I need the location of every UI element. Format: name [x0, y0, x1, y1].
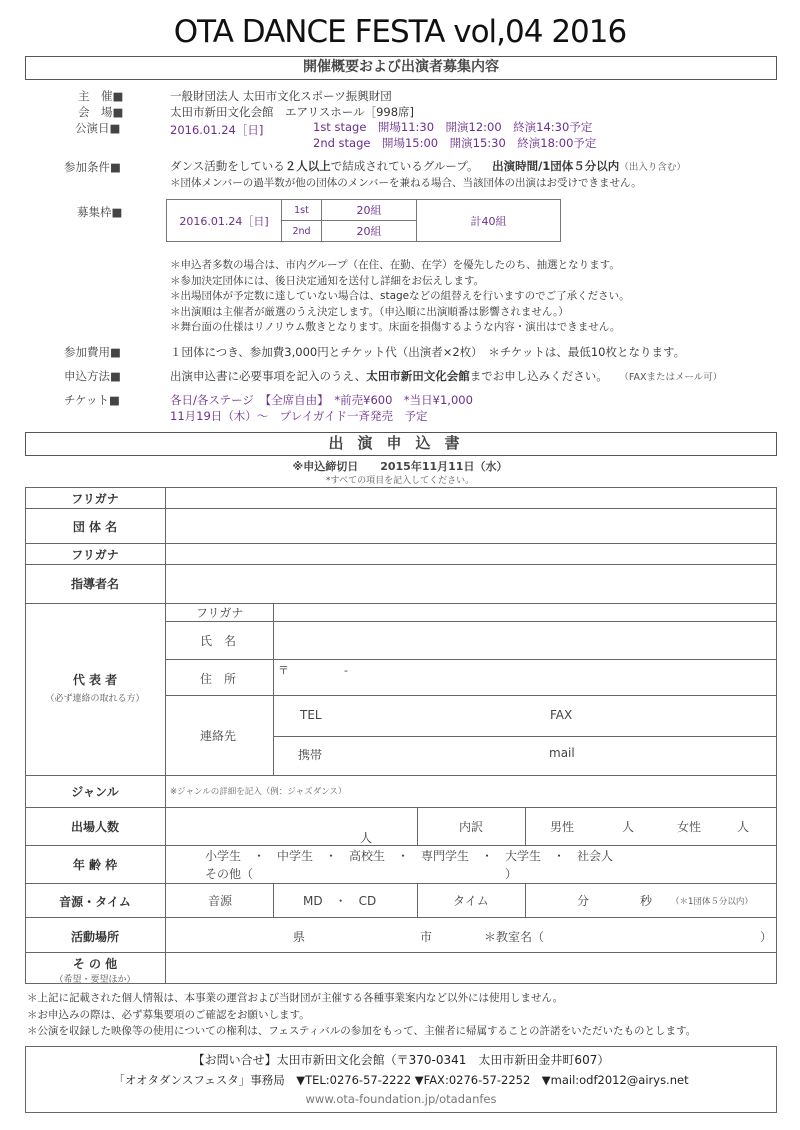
furigana-2-label: フリガナ: [71, 548, 119, 562]
minutes-label: 分: [577, 894, 590, 908]
activity-place-label: 活動場所: [70, 930, 119, 944]
fee: １団体につき、参加費3,000円とチケット代（出演者×2枚） ＊チケットは、最低10枚となります。: [170, 345, 686, 359]
contact-label: 連絡先: [200, 729, 237, 743]
note-item: ＊出演順は主催者が厳選のうえ決定します。（申込順に出演順番は影響されません。）: [170, 305, 569, 318]
rep-name-label: 氏 名: [200, 634, 237, 648]
application-banner: 出演申込書: [25, 432, 777, 456]
stage-2-info: 2nd stage 開場15:00 開演15:30 終演18:00予定: [313, 136, 597, 150]
slots-2nd-label: 2nd: [282, 221, 322, 242]
prefecture-label: 県: [293, 930, 306, 944]
ticket-label: チケット■: [64, 393, 120, 407]
age-other[interactable]: その他（ ）: [205, 867, 518, 881]
time-note: （＊1団体５分以内）: [671, 897, 753, 907]
genre-label: ジャンル: [71, 785, 119, 799]
apply-label: 申込方法■: [64, 369, 121, 383]
count-unit: 人: [360, 831, 373, 845]
apply-method: 出演申込書に必要事項を記入のうえ、太田市新田文化会館までお申し込みください。 （FAXまたはメール可）: [170, 369, 723, 383]
slots-1st-count: 20組: [322, 200, 417, 221]
rep-address-label: 住 所: [200, 672, 237, 686]
leader-name-label: 指導者名: [70, 577, 119, 591]
deadline-note: *すべての項目を記入してください。: [325, 476, 475, 486]
group-name-field[interactable]: [166, 509, 776, 543]
classroom-close: ）: [760, 930, 773, 944]
slots-total: 計40組: [417, 200, 561, 242]
age-options[interactable]: 小学生 ・ 中学生 ・ 高校生 ・ 専門学生 ・ 大学生 ・ 社会人: [205, 849, 614, 863]
condition: ダンス活動をしている２人以上で結成されているグループ。 出演時間/1団体５分以内（出入り含む）: [170, 159, 686, 173]
classroom-label: ＊教室名（: [484, 930, 545, 944]
time-label: タイム: [453, 894, 489, 908]
seconds-label: 秒: [640, 894, 653, 908]
other-note: （希望・要望ほか）: [54, 975, 136, 985]
footnotes: [27, 990, 696, 1040]
ticket-prices: 各日/各ステージ 【全席自由】 *前売¥600 *当日¥1,000: [170, 393, 473, 407]
fax-label: FAX: [550, 708, 573, 722]
organizer: 一般財団法人 太田市文化スポーツ振興財団: [170, 89, 392, 103]
breakdown-label: 内訳: [459, 820, 484, 834]
rep-furigana-label: フリガナ: [196, 606, 244, 620]
slots-2nd-count: 20組: [322, 221, 417, 242]
slots-table: [166, 199, 561, 242]
md-cd-options[interactable]: MD ・ CD: [303, 894, 377, 908]
slots-1st-label: 1st: [282, 200, 322, 221]
slots-label: 募集枠■: [77, 205, 123, 219]
participants-label: 出場人数: [70, 820, 119, 834]
slots-date: 2016.01.24［日]: [167, 200, 282, 242]
furigana-label: フリガナ: [71, 492, 119, 506]
footnote: ＊上記に記載された個人情報は、本事業の運営および当財団が主催する各種事業案内など以外には使用しません。: [27, 992, 564, 1004]
note-item: ＊申込者多数の場合は、市内グループ（在住、在勤、在学）を優先したのち、抽選となります。: [170, 259, 620, 271]
performance-date: 2016.01.24［日]: [170, 123, 264, 137]
source-label: 音源: [208, 894, 233, 908]
contact-line-1: 【お問い合せ】太田市新田文化会館（〒370-0341 太田市新田金井町607）: [192, 1053, 610, 1067]
other-field[interactable]: [166, 953, 776, 983]
leader-name-field[interactable]: [166, 565, 776, 603]
genre-note: ※ジャンルの詳細を記入（例：ジャズダンス）: [170, 787, 347, 797]
page-title: OTA DANCE FESTA vol,04 2016: [173, 14, 627, 50]
mobile-label: 携帯: [298, 748, 323, 762]
overview-banner: 開催概要および出演者募集内容: [25, 56, 777, 80]
male-count: 男性 人: [550, 820, 635, 834]
website-link[interactable]: www.ota-foundation.jp/otadanfes: [305, 1092, 497, 1106]
rep-furigana-field[interactable]: [274, 604, 776, 621]
condition-label: 参加条件■: [64, 160, 121, 174]
condition-note: ＊団体メンバーの過半数が他の団体のメンバーを兼ねる場合、当該団体の出演はお受けできません。: [170, 177, 642, 189]
group-name-label: 団 体 名: [72, 520, 118, 534]
note-item: ＊参加決定団体には、後日決定通知を送付し詳細をお伝えします。: [170, 274, 485, 287]
organizer-label: 主 催■: [78, 89, 124, 103]
deadline: ※申込締切日 2015年11月11日（水）: [292, 460, 508, 473]
other-label: そ の 他: [72, 957, 118, 971]
notes-list: [170, 258, 630, 336]
age-label: 年 齢 枠: [72, 858, 118, 872]
female-count: 女性 人: [677, 820, 750, 834]
representative-label: 代 表 者: [72, 673, 118, 687]
ticket-sale-date: 11月19日（木）～ プレイガイド一斉発売 予定: [170, 409, 428, 423]
contact-line-2: 「オオタダンスフェスタ」事務局 ▼TEL:0276-57-2222 ▼FAX:0276-57-2252 ▼mail:odf2012@airys.net: [113, 1073, 689, 1087]
venue: 太田市新田文化会館 エアリスホール［998席]: [170, 105, 415, 119]
note-item: ＊出場団体が予定数に達していない場合は、stageなどの組替えを行いますのでご了承ください。: [170, 290, 630, 302]
stage-1-info: 1st stage 開場11:30 開演12:00 終演14:30予定: [313, 120, 593, 134]
date-label: 公演日■: [75, 121, 121, 135]
footnote: ＊お申込みの際は、必ず募集要項のご確認をお願いします。: [27, 1008, 310, 1021]
postal-code-field[interactable]: 〒 -: [278, 664, 348, 677]
venue-label: 会 場■: [78, 105, 124, 119]
city-label: 市: [420, 930, 433, 944]
mail-label: mail: [549, 746, 575, 760]
rep-name-field[interactable]: [274, 622, 776, 659]
note-item: ＊舞台面の仕様はリノリウム敷きとなります。床面を損傷するような内容・演出はできません。: [170, 321, 621, 333]
sound-time-label: 音源・タイム: [59, 895, 131, 909]
furigana-field[interactable]: [166, 488, 776, 508]
representative-note: （必ず連絡の取れる方）: [45, 694, 145, 704]
tel-label: TEL: [300, 708, 322, 722]
furigana-2-field[interactable]: [166, 544, 776, 564]
footnote: ＊公演を収録した映像等の使用についての権利は、フェスティバルの参加をもって、主催者に帰属することの許諾をいただいたものとします。: [27, 1025, 697, 1037]
fee-label: 参加費用■: [64, 345, 121, 359]
